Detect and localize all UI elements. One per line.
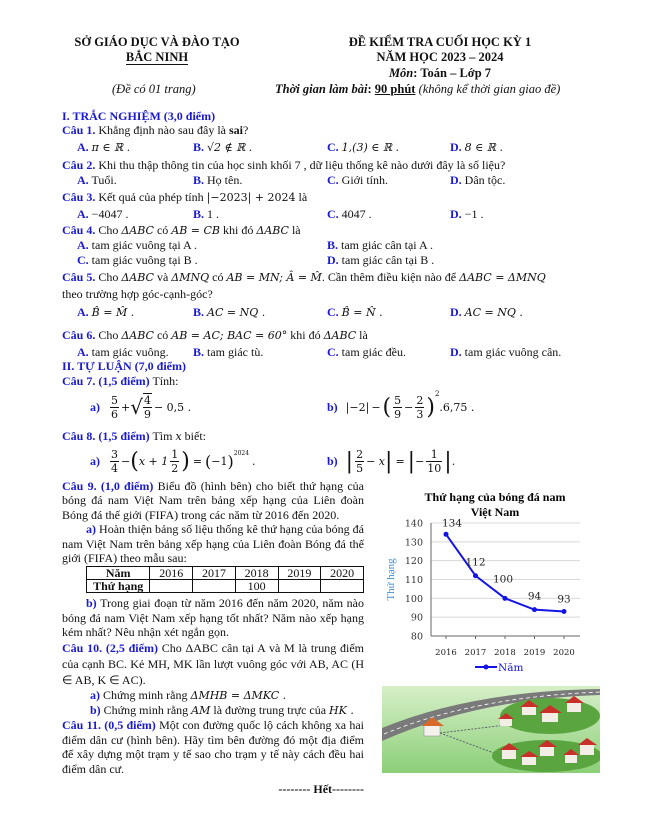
sqrt-sign: √ — [130, 395, 143, 419]
q-text: có — [153, 328, 172, 342]
paren: ( — [205, 451, 212, 471]
numerator: 2 — [416, 393, 424, 407]
question-8 — [62, 429, 206, 444]
denominator: 9 — [394, 407, 402, 421]
equals: = — [192, 454, 203, 468]
numerator: 1 — [426, 448, 442, 462]
q-tail: biết: — [181, 429, 206, 443]
q-tail: ? — [243, 123, 249, 137]
q-label: Câu 10. (2,5 điểm) — [62, 640, 158, 655]
q-label: Câu 7. (1,5 điểm) — [62, 374, 150, 388]
denominator: 3 — [416, 407, 424, 421]
q-text: Cho — [98, 223, 122, 237]
q-text: Khi thu thập thông tin của học sinh khối 7 , dữ liệu thống kê nào dưới đây là số liệu? — [98, 158, 506, 172]
part-label: a) — [86, 522, 96, 537]
data-point — [532, 607, 537, 612]
q-math: ΔABC = ΔMNQ — [459, 271, 546, 284]
time-line: Thời gian làm bài: 90 phút (không kể thời gian giao đề) — [275, 82, 561, 96]
q-math: ΔABC — [121, 271, 154, 284]
denominator: 4 — [111, 461, 118, 475]
road-villages-illustration — [382, 686, 600, 773]
operator: − — [121, 454, 131, 468]
q-tail: là — [295, 190, 308, 204]
y-tick-label: 110 — [404, 575, 423, 586]
fraction — [393, 394, 402, 421]
table-cell: 100 — [235, 580, 278, 593]
option-b — [193, 345, 263, 359]
data-label: 93 — [557, 593, 571, 606]
rank-table — [86, 566, 364, 593]
expr-tail: . — [252, 454, 256, 468]
option-a — [77, 207, 128, 221]
part2-title: II. TỰ LUẬN (7,0 điểm) — [62, 359, 187, 373]
option-a — [77, 238, 197, 252]
option-text: AC = NQ . — [464, 306, 523, 319]
x-tick-label: 2017 — [464, 648, 487, 658]
base: −1 — [211, 454, 228, 468]
table-cell: 2016 — [150, 567, 193, 580]
option-text: Dân tộc. — [464, 173, 506, 187]
option-key: B. — [193, 345, 205, 359]
q-label: Câu 5. — [62, 270, 96, 284]
fraction — [355, 448, 364, 475]
q7a-expression — [90, 390, 191, 424]
q-text: Cho — [98, 270, 122, 284]
q-label: Câu 9. (1,0 điểm) — [62, 479, 154, 493]
option-key: C. — [327, 140, 339, 154]
q8b-expression — [327, 444, 455, 478]
q-text: Cho — [98, 328, 122, 342]
table-cell — [150, 580, 193, 593]
option-key: B. — [193, 140, 205, 154]
table-cell — [193, 580, 236, 593]
abs-bar: | — [444, 448, 452, 474]
expr-tail: . — [451, 454, 456, 468]
part-label: b) — [86, 596, 97, 611]
data-point — [473, 573, 478, 578]
paren: ) — [426, 394, 435, 420]
option-c — [77, 253, 198, 267]
data-label: 134 — [441, 517, 463, 530]
option-text: tam giác vuông cân. — [464, 345, 562, 359]
option-b — [193, 140, 252, 155]
q-text: Tìm — [149, 429, 176, 443]
abs-value: −2 — [349, 400, 366, 414]
numerator: 3 — [111, 447, 118, 461]
inner-expr: x + 1 — [138, 454, 169, 468]
q-label: Câu 3. — [62, 190, 96, 204]
abs-bar: | — [385, 448, 393, 474]
option-b — [193, 305, 265, 320]
question-6 — [62, 328, 368, 343]
q-text: Tính: — [149, 374, 179, 388]
option-text: B̂ = M̂ . — [91, 306, 135, 319]
option-key: C. — [327, 305, 339, 319]
operator: − — [371, 400, 381, 414]
part-label: a) — [90, 453, 100, 468]
option-key: D. — [450, 345, 462, 359]
x-tick-label: 2018 — [494, 648, 516, 658]
q-label: Câu 2. — [62, 158, 96, 172]
y-tick-label: 130 — [404, 537, 423, 549]
q-math: |−2023| + 2024 — [206, 191, 296, 204]
department-name: SỞ GIÁO DỤC VÀ ĐÀO TẠO — [74, 35, 240, 49]
y-tick-label: 140 — [404, 518, 423, 530]
question-5 — [62, 270, 546, 285]
option-c — [327, 305, 383, 320]
option-d — [450, 173, 505, 187]
q-text: khi đó — [220, 223, 257, 237]
question-4 — [62, 223, 301, 238]
abs-bar: | — [345, 400, 350, 414]
fraction — [110, 448, 119, 475]
paren: ) — [181, 448, 190, 474]
paren: ) — [227, 451, 234, 471]
operator: − — [404, 400, 414, 414]
q-math: ΔABC — [121, 329, 154, 342]
chart-title-line2: Việt Nam — [470, 505, 520, 519]
x-tick-label: 2020 — [553, 648, 575, 658]
option-c — [327, 207, 372, 221]
operator: + — [121, 400, 131, 414]
fraction — [426, 448, 442, 475]
part-label: a) — [90, 687, 100, 702]
table-header: Thứ hạng — [87, 580, 150, 593]
numerator: 1 — [171, 447, 179, 461]
expr-tail: − 0,5 . — [153, 400, 192, 414]
option-text: tam giác vuông tại A . — [91, 238, 197, 252]
numerator: 4 — [143, 394, 151, 407]
option-text: −4047 . — [91, 207, 129, 221]
question-9 — [62, 479, 364, 522]
option-key: C. — [77, 253, 89, 267]
option-text: 1,(3) ∈ ℝ . — [341, 141, 400, 154]
option-key: B. — [193, 305, 205, 319]
page-count-note: (Đề có 01 trang) — [112, 82, 196, 96]
option-text: √2 ∉ ℝ . — [207, 141, 253, 154]
option-key: A. — [77, 238, 89, 252]
table-cell: 2020 — [321, 567, 364, 580]
part-label: b) — [327, 399, 338, 414]
denominator: 5 — [356, 461, 364, 475]
table-row — [87, 567, 364, 580]
question-3 — [62, 190, 307, 205]
option-d — [450, 345, 561, 359]
option-key: C. — [327, 345, 339, 359]
option-key: A. — [77, 345, 89, 359]
q-math: HK . — [329, 704, 354, 718]
q-math: AB = AC; BAC = 60° — [171, 329, 288, 342]
table-cell: 2018 — [235, 567, 278, 580]
numerator: 5 — [394, 393, 402, 407]
denominator: 6 — [111, 407, 118, 421]
q-label: Câu 6. — [62, 328, 96, 342]
option-text: 1 . — [207, 207, 220, 221]
part-text: Trong giai đoạn từ năm 2016 đến năm 2020, năm nào bóng đá nam Việt Nam xếp hạng tốt nhất? Năm nào xếp hạng kém nhất? Nêu nhận xét ngắn gọn. — [62, 596, 364, 640]
question-11 — [62, 718, 364, 776]
q-label: Câu 1. — [62, 123, 96, 137]
question-10b — [62, 703, 364, 718]
option-text: AC = NQ . — [207, 306, 266, 319]
option-text: Giới tính. — [341, 173, 389, 187]
option-key: B. — [193, 173, 205, 187]
table-cell — [321, 580, 364, 593]
time-value: 90 phút — [374, 82, 416, 96]
equals: = — [395, 454, 405, 468]
option-key: C. — [327, 173, 339, 187]
part-text: Hoàn thiện bảng số liệu thống kê thứ hạng của bóng đá nam Việt Nam trên bảng xếp hạng của Liên đoàn Bóng đá thế giới (FIFA) theo mẫu sau: — [62, 522, 365, 566]
q8a-expression — [90, 444, 256, 478]
part-label: b) — [90, 703, 101, 718]
part1-title: I. TRẮC NGHIỆM (3,0 điểm) — [62, 109, 216, 123]
y-tick-label: 90 — [410, 612, 423, 624]
option-b — [193, 173, 242, 187]
paren: ( — [130, 448, 139, 474]
legend-label: Năm — [498, 662, 524, 674]
y-tick-label: 100 — [404, 593, 423, 605]
option-text: tam giác tù. — [207, 345, 264, 359]
q-math: AM — [191, 704, 211, 718]
option-a — [77, 345, 169, 359]
data-point — [444, 532, 449, 537]
option-d — [327, 253, 434, 267]
subject-value: : Toán – Lớp 7 — [413, 66, 492, 80]
province-name — [62, 50, 252, 65]
question-10 — [62, 640, 364, 688]
option-d — [450, 207, 483, 221]
fraction — [415, 394, 424, 421]
q-text: và — [153, 270, 172, 284]
option-key: A. — [77, 140, 89, 154]
option-d — [450, 305, 523, 320]
abs-bar: | — [345, 448, 354, 474]
option-key: A. — [77, 207, 89, 221]
y-tick-label: 120 — [404, 556, 423, 568]
option-key: D. — [450, 305, 462, 319]
time-note: (không kể thời gian giao đề) — [418, 82, 561, 96]
y-axis-label: Thứ hạng — [385, 558, 397, 601]
q-text: Kết quả của phép tính — [98, 190, 207, 204]
q-emph: sai — [228, 123, 243, 137]
x-tick-label: 2016 — [435, 648, 457, 658]
exam-title: ĐỀ KIỂM TRA CUỐI HỌC KỲ 1 — [348, 35, 532, 49]
legend-marker — [484, 665, 489, 670]
option-text: Tuổi. — [91, 173, 117, 187]
school-year: NĂM HỌC 2023 – 2024 — [376, 50, 504, 64]
data-point — [562, 609, 567, 614]
q-text: có — [209, 270, 227, 284]
option-c — [327, 345, 406, 359]
data-label: 94 — [527, 590, 542, 603]
fraction — [110, 394, 119, 421]
operator: − — [415, 454, 425, 468]
q-text: Một con đường quốc lộ cách không xa hai điểm dân cư (hình bên). Hãy tìm bên đường đó một địa điểm để xây dựng một trạm y tế sao cho trạm y tế này cách đều hai điểm dân cư. — [62, 718, 364, 776]
q-math: ΔMHB = ΔMKC . — [190, 688, 287, 702]
q-label: Câu 4. — [62, 223, 96, 237]
q-text: khi đó — [287, 328, 324, 342]
option-key: C. — [327, 207, 339, 221]
fraction — [170, 448, 179, 475]
option-text: tam giác vuông. — [91, 345, 169, 359]
question-9b — [62, 596, 364, 639]
part-text: Chứng minh rằng — [103, 687, 191, 702]
abs-bar: | — [407, 448, 416, 474]
q-text: Khẳng định nào sau đây là — [98, 123, 229, 137]
question-5-line2: theo trường hợp góc-cạnh-góc? — [62, 287, 213, 301]
table-cell — [278, 580, 321, 593]
abs-bar: | — [365, 400, 370, 414]
table-cell: 2019 — [278, 567, 321, 580]
part-text: là đường trung trực của — [210, 703, 330, 718]
option-d — [450, 140, 503, 155]
option-key: A. — [77, 173, 89, 187]
rank-line-chart — [380, 485, 610, 680]
question-7 — [62, 374, 178, 388]
subject-line — [290, 66, 590, 81]
q-text: Cho ΔABC cân tại A và M là trung điểm của cạnh BC. Kẻ MH, MK lần lượt vuông góc với AB, AC (H ∈ AB, K ∈ AC). — [62, 640, 364, 687]
option-b — [327, 238, 433, 252]
part-text: Chứng minh rằng — [103, 703, 192, 718]
question-1 — [62, 123, 248, 137]
paren: ( — [382, 394, 392, 420]
option-key: A. — [77, 305, 89, 319]
data-label: 112 — [465, 556, 486, 569]
q-math: ΔABC — [121, 224, 154, 237]
option-b — [193, 207, 219, 221]
q-math: x — [175, 430, 182, 443]
data-label: 100 — [492, 573, 514, 586]
question-10a — [62, 688, 364, 703]
subject-label: Môn — [388, 66, 414, 80]
data-point — [503, 596, 508, 601]
table-row — [87, 580, 364, 593]
denominator: 9 — [143, 408, 151, 421]
y-tick-label: 80 — [410, 631, 423, 643]
option-key: D. — [450, 140, 462, 154]
inner-expr: − x — [366, 454, 386, 468]
fraction — [143, 393, 152, 421]
question-9a — [62, 522, 364, 565]
option-key: D. — [327, 253, 339, 267]
chart-title-line1: Thứ hạng của bóng đá nam — [424, 490, 566, 504]
option-a — [77, 305, 134, 320]
q-label: Câu 8. (1,5 điểm) — [62, 429, 150, 443]
q-math: ΔABC — [323, 329, 357, 342]
exponent: 2024 — [233, 450, 250, 457]
option-text: B̂ = N̂ . — [341, 306, 383, 319]
q-tail: là — [356, 328, 368, 342]
table-header: Năm — [87, 567, 150, 580]
numerator: 5 — [111, 393, 118, 407]
table-cell: 2017 — [193, 567, 236, 580]
option-key: D. — [450, 173, 462, 187]
question-2 — [62, 158, 505, 172]
expr-tail: .6,75 . — [439, 400, 475, 414]
option-text: 8 ∈ ℝ . — [464, 141, 503, 154]
option-c — [327, 140, 399, 155]
option-text: tam giác đều. — [341, 345, 406, 359]
time-label: Thời gian làm bài — [275, 82, 368, 96]
q-text: Biểu đồ (hình bên) cho biết thứ hạng của bóng đá nam Việt Nam trên bảng xếp hạng của Liên đoàn Bóng đá thế giới (FIFA) trong các năm từ 2016 đến 2020. — [62, 479, 365, 522]
end-marker: -------- Hết-------- — [278, 782, 364, 797]
option-key: D. — [450, 207, 462, 221]
q-math: AB = MN; Â = M̂ — [226, 271, 322, 284]
option-text: tam giác vuông tại B . — [91, 253, 198, 267]
option-text: −1 . — [464, 207, 484, 221]
x-tick-label: 2019 — [523, 648, 546, 658]
q-math: ΔABC — [256, 224, 289, 237]
q-text: . Cần thêm điều kiện nào để — [321, 270, 460, 284]
option-text: tam giác cân tại A . — [341, 238, 433, 252]
q-label: Câu 11. (0,5 điểm) — [62, 718, 156, 733]
denominator: 10 — [427, 461, 442, 475]
option-key: B. — [193, 207, 205, 221]
q-math: AB = CB — [171, 224, 221, 237]
option-text: tam giác cân tại B . — [341, 253, 435, 267]
option-c — [327, 173, 388, 187]
q-math: ΔMNQ — [171, 271, 210, 284]
option-text: π ∈ ℝ . — [91, 141, 131, 154]
option-a — [77, 173, 117, 187]
option-text: Họ tên. — [207, 173, 243, 187]
q-tail: là — [288, 223, 301, 237]
q-text: có — [153, 223, 172, 237]
province-text: BẮC NINH — [125, 50, 189, 64]
option-a — [77, 140, 130, 155]
exponent: 2 — [434, 390, 440, 398]
option-text: 4047 . — [341, 207, 372, 221]
part-label: a) — [90, 399, 100, 414]
denominator: 2 — [171, 461, 179, 475]
numerator: 2 — [356, 447, 364, 461]
left-column-questions — [62, 479, 364, 797]
part-label: b) — [327, 453, 338, 468]
option-key: B. — [327, 238, 339, 252]
q7b-expression — [327, 390, 474, 424]
